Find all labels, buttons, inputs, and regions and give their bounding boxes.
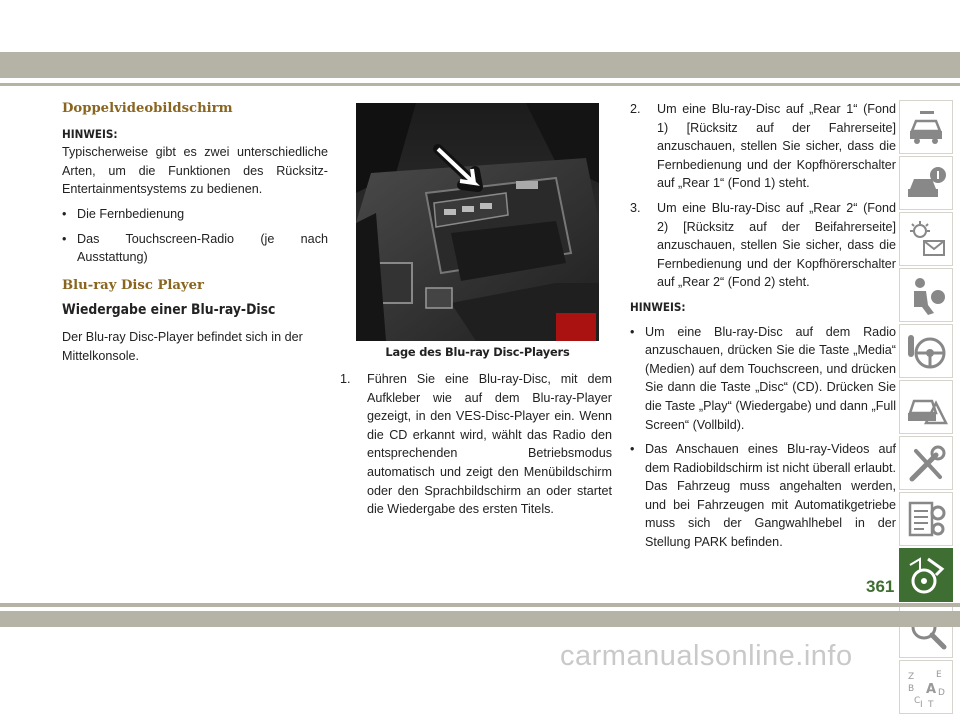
footer-band: [0, 611, 960, 627]
emergency-triangle-icon: [906, 387, 948, 429]
svg-text:B: B: [908, 684, 915, 694]
tab-multimedia[interactable]: [899, 548, 953, 602]
warning-lights-icon: [906, 219, 948, 261]
watermark: carmanualsonline.info: [560, 640, 853, 672]
bullet-marker: •: [62, 231, 67, 246]
note-list: [630, 323, 896, 552]
tab-safety[interactable]: [899, 268, 953, 322]
note-label: HINWEIS:: [630, 299, 686, 314]
subheading: Wiedergabe einer Blu-ray-Disc: [62, 302, 276, 319]
multimedia-icon: [906, 555, 948, 597]
bullet-marker: •: [630, 442, 635, 457]
service-tools-icon: [906, 443, 948, 485]
tab-car-warning[interactable]: [899, 156, 953, 210]
bullet-marker: •: [62, 206, 67, 221]
specifications-icon: [906, 499, 948, 541]
section-heading: Doppelvideobildschirm: [62, 101, 233, 116]
svg-text:C: C: [914, 696, 921, 706]
figure-caption: Lage des Blu-ray Disc-Players: [385, 345, 570, 359]
tab-service[interactable]: [899, 436, 953, 490]
console-illustration: [356, 103, 599, 341]
language-index-icon: [906, 667, 948, 709]
svg-text:I: I: [920, 700, 923, 709]
control-list: [62, 205, 328, 267]
tab-starting[interactable]: [899, 324, 953, 378]
blu-ray-player-photo: [356, 103, 599, 341]
step-number: 1.: [340, 372, 351, 386]
list-item: 2. Um eine Blu-ray-Disc auf „Rear 1“ (Fond 1) [Rücksitz auf der Fahrerseite] anzuschauen, stellen Sie sicher, dass die Fernbedienung und der Kopfhörerschalter auf „Rear 1“ (Fond 1) steht.: [630, 102, 896, 191]
column-right: [630, 100, 896, 558]
header-band: [0, 52, 960, 78]
bullet-marker: •: [630, 324, 635, 339]
section-heading-bluray: Blu-ray Disc Player: [62, 277, 204, 293]
column-left: [62, 100, 328, 371]
list-item: 3. Um eine Blu-ray-Disc auf „Rear 2“ (Fond 2) [Rücksitz auf der Beifahrerseite] anzuschauen, stellen Sie sicher, dass die Fernbedienung und der Kopfhörerschalter auf „Rear 2“ (Fond 2) steht.: [630, 200, 896, 290]
steps-list: [340, 370, 612, 519]
list-item: • Das Anschauen eines Blu-ray-Videos auf dem Radiobildschirm ist nicht überall erlaubt. Das Fahrzeug muss angehalten werden, und bei Fahrzeugen mit Automatikgetriebe muss sich der Gangwahlhebel in der Stellung PARK befinden.: [630, 442, 896, 550]
svg-text:E: E: [936, 670, 942, 680]
list-item: 1. Führen Sie eine Blu-ray-Disc, mit dem Aufkleber wie auf dem Blu-ray-Player gezeigt, in den VES-Disc-Player ein. Wenn die CD erkannt wird, wählt das Radio den entsprechenden Betriebsmodus automatisch und zeigt den Menübildschirm oder den Sprachbildschirm an oder startet die Wiedergabe des ersten Titels.: [340, 372, 612, 517]
steps-list: [630, 100, 896, 292]
tab-specifications[interactable]: [899, 492, 953, 546]
page-number: 361: [866, 577, 895, 596]
tab-car-info[interactable]: [899, 100, 953, 154]
step-number: 3.: [630, 200, 641, 215]
tab-emergency[interactable]: [899, 380, 953, 434]
header-rule: [0, 83, 960, 86]
svg-text:A: A: [926, 682, 937, 697]
step-number: 2.: [630, 102, 641, 116]
svg-text:D: D: [938, 688, 945, 698]
column-middle: [340, 370, 612, 525]
list-item: • Um eine Blu-ray-Disc auf dem Radio anzuschauen, drücken Sie die Taste „Media“ (Medien) auf dem Touchscreen, und drücken Sie dann die Taste „Disc“ (CD). Drücken Sie die Taste „Play“ (Wiedergabe) und dann „Full Screen“ (Vollbild).: [630, 324, 896, 432]
tab-language-index[interactable]: [899, 660, 953, 714]
starting-steering-icon: [906, 331, 948, 373]
note-text: Typischerweise gibt es zwei unterschiedliche Arten, um die Funktionen des Rücksitz-Entertainmentsystems zu bedienen.: [62, 145, 328, 197]
tab-warning-lights[interactable]: [899, 212, 953, 266]
list-item: • Die Fernbedienung: [62, 205, 328, 224]
car-info-icon: [906, 107, 948, 149]
list-item: • Das Touchscreen-Radio (je nach Ausstattung): [62, 231, 328, 265]
footer-rule: [0, 603, 960, 607]
body-text: Der Blu-ray Disc-Player befindet sich in der Mittelkonsole.: [62, 329, 303, 363]
svg-text:Z: Z: [908, 672, 915, 682]
svg-text:T: T: [928, 700, 934, 709]
safety-person-icon: [906, 275, 948, 317]
note-label: HINWEIS:: [62, 126, 118, 141]
car-warning-info-icon: [906, 163, 948, 205]
